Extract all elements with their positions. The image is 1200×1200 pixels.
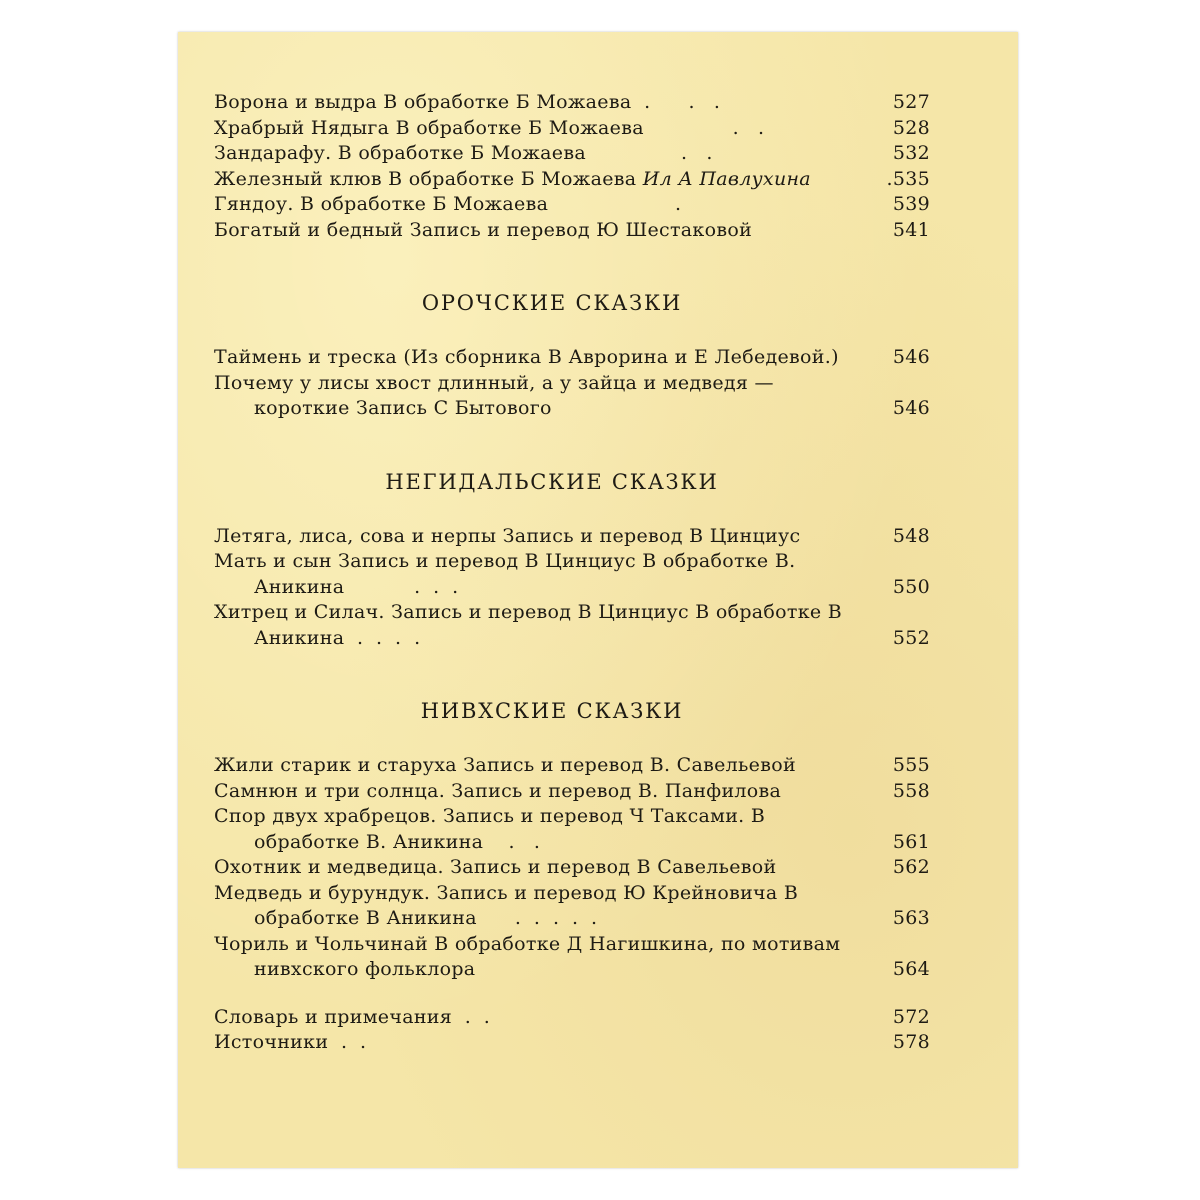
toc-entry bbox=[214, 218, 930, 244]
toc-entry-title: Медведь и бурундук. Запись и перевод Ю Крейновича В обработке В Аникина . . . . . bbox=[214, 881, 805, 929]
toc-entry bbox=[214, 192, 930, 218]
toc-entry bbox=[214, 753, 930, 779]
toc-entry-title: Хитрец и Силач. Запись и перевод В Цинциус В обработке В Аникина . . . . bbox=[214, 601, 849, 649]
toc-entry-page: 550 bbox=[892, 575, 930, 598]
toc-entry-title: Жили старик и старуха Запись и перевод В. Савельевой bbox=[214, 754, 796, 776]
toc-entry-illustrator: Ил А Павлухина bbox=[642, 167, 811, 190]
toc-group bbox=[214, 983, 930, 1056]
toc-entry-title: Летяга, лиса, сова и нерпы Запись и перевод В Цинциус bbox=[214, 524, 801, 547]
toc-entry-title: Самнюн и три солнца. Запись и перевод В. Панфилова bbox=[214, 779, 782, 802]
toc-entry-page: 561 bbox=[892, 830, 930, 853]
toc-entry-page: 555 bbox=[892, 754, 930, 776]
toc-entry-title: Зандарафу. В обработке Б Можаева . . bbox=[214, 142, 713, 164]
toc-entry-title: Словарь и примечания . . bbox=[214, 1005, 491, 1028]
toc-entry-page: 527 bbox=[892, 91, 930, 113]
toc-entry bbox=[214, 804, 930, 855]
toc-entry-title: Богатый и бедный Запись и перевод Ю Шестаковой bbox=[214, 218, 753, 241]
section-title: НЕГИДАЛЬСКИЕ СКАЗКИ bbox=[385, 469, 719, 494]
toc-entry-title bbox=[214, 167, 860, 193]
toc-entry-page: 562 bbox=[892, 856, 930, 878]
toc-entry bbox=[214, 932, 930, 983]
toc-entry-page: .535 bbox=[886, 167, 930, 190]
toc-entry-title-main: Железный клюв В обработке Б Можаева bbox=[214, 167, 643, 190]
toc-entry bbox=[214, 167, 930, 193]
toc-entry bbox=[214, 881, 930, 932]
toc-entry-title: Таймень и треска (Из сборника В Аврорина и Е Лебедевой.) bbox=[214, 346, 839, 368]
toc-entry-page: 564 bbox=[892, 958, 930, 980]
toc-group bbox=[214, 90, 930, 243]
toc-entry-page: 546 bbox=[892, 346, 930, 368]
toc-entry bbox=[214, 116, 930, 142]
toc-entry bbox=[214, 1005, 930, 1031]
toc-entry-title: Гяндоу. В обработке Б Можаева . bbox=[214, 193, 682, 215]
toc-entry-title: Ворона и выдра В обработке Б Можаева . . . bbox=[214, 91, 721, 113]
toc-entry bbox=[214, 345, 930, 371]
toc-entry bbox=[214, 524, 930, 550]
toc-entry-title: Мать и сын Запись и перевод В Цинциус В обработке В. Аникина . . . bbox=[214, 550, 802, 598]
toc-entry-page: 578 bbox=[892, 1031, 930, 1053]
toc-entry bbox=[214, 600, 930, 651]
toc-entry-title: Источники . . bbox=[214, 1031, 367, 1053]
toc-entry-page: 572 bbox=[892, 1005, 930, 1028]
section-title: НИВХСКИЕ СКАЗКИ bbox=[420, 699, 684, 723]
toc-entry-title: Храбрый Нядыга В обработке Б Можаева . . bbox=[214, 116, 765, 139]
toc-group bbox=[214, 291, 930, 422]
toc-entry-page: 539 bbox=[892, 193, 930, 215]
toc-entry-page: 546 bbox=[892, 397, 930, 419]
toc-group bbox=[214, 470, 930, 652]
toc-entry-title: Почему у лисы хвост длинный, а у зайца и медведя — короткие Запись С Бытового bbox=[214, 371, 781, 419]
toc-entry bbox=[214, 1030, 930, 1056]
toc-entry bbox=[214, 549, 930, 600]
toc-entry-page: 528 bbox=[892, 116, 930, 139]
toc-entry-page: 563 bbox=[892, 907, 930, 929]
toc-entry-page: 552 bbox=[892, 626, 930, 649]
toc-entry bbox=[214, 90, 930, 116]
toc-entry bbox=[214, 141, 930, 167]
toc-entry-title: Спор двух храбрецов. Запись и перевод Ч Таксами. В обработке В. Аникина . . bbox=[214, 805, 772, 853]
spacer bbox=[214, 983, 930, 1005]
toc-entry-title: Чориль и Чольчинай В обработке Д Нагишкина, по мотивам нивхского фольклора bbox=[214, 932, 847, 980]
toc-entry-page: 541 bbox=[892, 218, 930, 241]
toc-entry-page: 548 bbox=[892, 524, 930, 547]
book-page bbox=[178, 32, 1018, 1168]
toc-group bbox=[214, 699, 930, 983]
table-of-contents bbox=[214, 90, 930, 1056]
toc-entry-page: 532 bbox=[892, 142, 930, 164]
section-title: ОРОЧСКИЕ СКАЗКИ bbox=[421, 291, 683, 315]
toc-entry bbox=[214, 371, 930, 422]
toc-entry-title: Охотник и медведица. Запись и перевод В Савельевой bbox=[214, 856, 777, 878]
toc-entry bbox=[214, 855, 930, 881]
toc-entry-page: 558 bbox=[892, 779, 930, 802]
toc-entry bbox=[214, 779, 930, 805]
